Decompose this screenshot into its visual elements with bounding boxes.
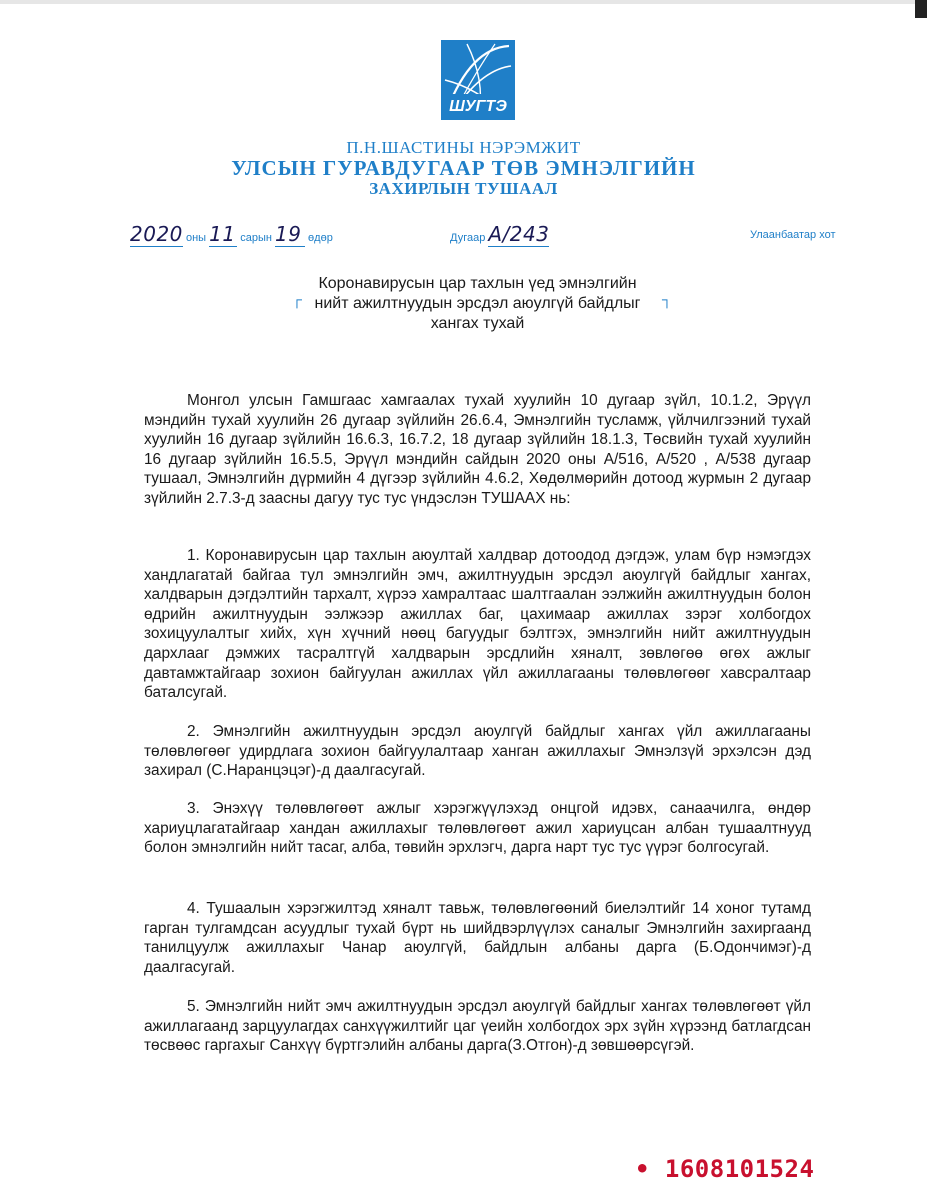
order-item-5: 5. Эмнэлгийн нийт эмч ажилтнуудын эрсдэл аюулгүй байдлыг хангах төлөвлөгөөт үйл ажиллагаанд зарцуулагдах санхүүжилтийг цаг үеийн холбогдох эрх зүйн хүрээнд батлагдсан төсвөөс гаргахыг Санхүү бүртгэлийн албаны дарга(З.Отгон)-д зөвшөөрсүгэй. (144, 998, 811, 1055)
date-day: 19 (275, 222, 305, 247)
number-label: Дугаар (450, 232, 486, 244)
city: Улаанбаатар хот (750, 229, 836, 241)
subject-line-1: Коронавирусын цар тахлын үед эмнэлгийн (318, 275, 637, 292)
date-year: 2020 (130, 222, 183, 246)
order-number: А/243 (488, 222, 550, 246)
hospital-logo (441, 40, 515, 120)
date-month: 11 (209, 222, 236, 246)
scan-corner (915, 0, 927, 18)
date-row (130, 222, 333, 247)
subject-line-3: хангах тухай (430, 315, 525, 332)
subject (300, 274, 655, 334)
logo-text: ШУГТЭ (449, 98, 507, 115)
header-line-1: П.Н.ШАСТИНЫ НЭРЭМЖИТ (346, 138, 581, 157)
date-year-label: оны (185, 232, 207, 244)
date-month-label: сарын (240, 232, 272, 244)
preamble-paragraph: Монгол улсын Гамшгаас хамгаалах тухай хуулийн 10 дугаар зүйл, 10.1.2, Эрүүл мэндийн тухай хуулийн 26 дугаар зүйлийн 26.6.4, Эмнэлгийн тусламж, үйлчилгээний тухай хуулийн 16 дугаар зүйлийн 16.6.3, 16.7.2, 18 дугаар зүйлийн 18.1.3, Төсвийн тухай хуулийн 16 дугаар зүйлийн 16.5.5, Эрүүл мэндийн сайдын 2020 оны А/516, А/520 , А/538 дугаар тушаал, Эмнэлгийн дүрмийн 4 дүгээр зүйлийн 4.6.2, Хөдөлмөрийн дотоод журмын 2 дугаар зүйлийн 2.7.3-д заасны дагуу тус тус үндэслэн ТУШААХ нь: (144, 392, 811, 507)
serial-stamp: • 1608101524 (635, 1155, 815, 1183)
header-line-3: ЗАХИРЛЫН ТУШААЛ (369, 179, 558, 198)
scan-edge (0, 0, 927, 4)
subject-bracket-left: ┌ (292, 291, 302, 307)
date-day-label: өдөр (308, 232, 333, 244)
order-item-1: 1. Коронавирусын цар тахлын аюултай халдвар дотоодод дэгдэж, улам бүр нэмэгдэх хандлагатай байгаа тул эмнэлгийн эмч, ажилтнуудын эрсдэл аюулгүй байдлыг хангах, халдварын дэгдэлтийн тархалт, хүрээ хамралтаас шалтгаалан ээлжийн ажилтнуудын болон өдрийн ажилтнуудын ээлжээр ажиллах баг, цахимаар ажиллах зэрэг холбогдох зохицуулалтыг хийх, хүн хүчний нөөц багуудыг бэлтгэх, эмнэлгийн нийт ажилтнуудын дархлааг дэмжих тасралтгүй халдварын эрсдлийн хяналт, зөвлөгөө өгөх ажлыг давтамжтайгаар зохион байгуулан ажиллах үйл ажиллагааны төлөвлөгөөг хавсралтаар баталсугай. (144, 547, 811, 702)
header-line-2: УЛСЫН ГУРАВДУГААР ТӨВ ЭМНЭЛГИЙН (231, 156, 696, 180)
subject-line-2: нийт ажилтнуудын эрсдэл аюулгүй байдлыг (314, 295, 641, 312)
subject-bracket-right: ┐ (662, 291, 672, 307)
number-row (450, 222, 549, 247)
order-item-3: 3. Энэхүү төлөвлөгөөт ажлыг хэрэгжүүлэхэд онцгой идэвх, санаачилга, өндөр хариуцлагатайгаар хандан ажиллахыг төлөвлөгөөт ажил хариуцсан албан тушаалтнууд болон эмнэлгийн нийт тасаг, алба, төвийн эрхлэгч, дарга нарт тус тус үүрэг болгосугай. (144, 800, 811, 857)
order-item-2: 2. Эмнэлгийн ажилтнуудын эрсдэл аюулгүй байдлыг хангах үйл ажиллагааны төлөвлөгөөг удирдлага зохион байгуулалтаар ханган ажиллахыг Эмнэлзүй эрхэлсэн дэд захирал (С.Наранцэцэг)-д даалгасугай. (144, 723, 811, 780)
order-item-4: 4. Тушаалын хэрэгжилтэд хяналт тавьж, төлөвлөгөөний биелэлтийг 14 хоног тутамд гарган тулгамдсан асуудлыг тухай бүрт нь шийдвэрлүүлэх саналыг Эмнэлгийн захиргаанд танилцуулж ажиллахыг Чанар аюулгүй, байдлын албаны дарга (Б.Одончимэг)-д даалгасугай. (144, 900, 811, 976)
